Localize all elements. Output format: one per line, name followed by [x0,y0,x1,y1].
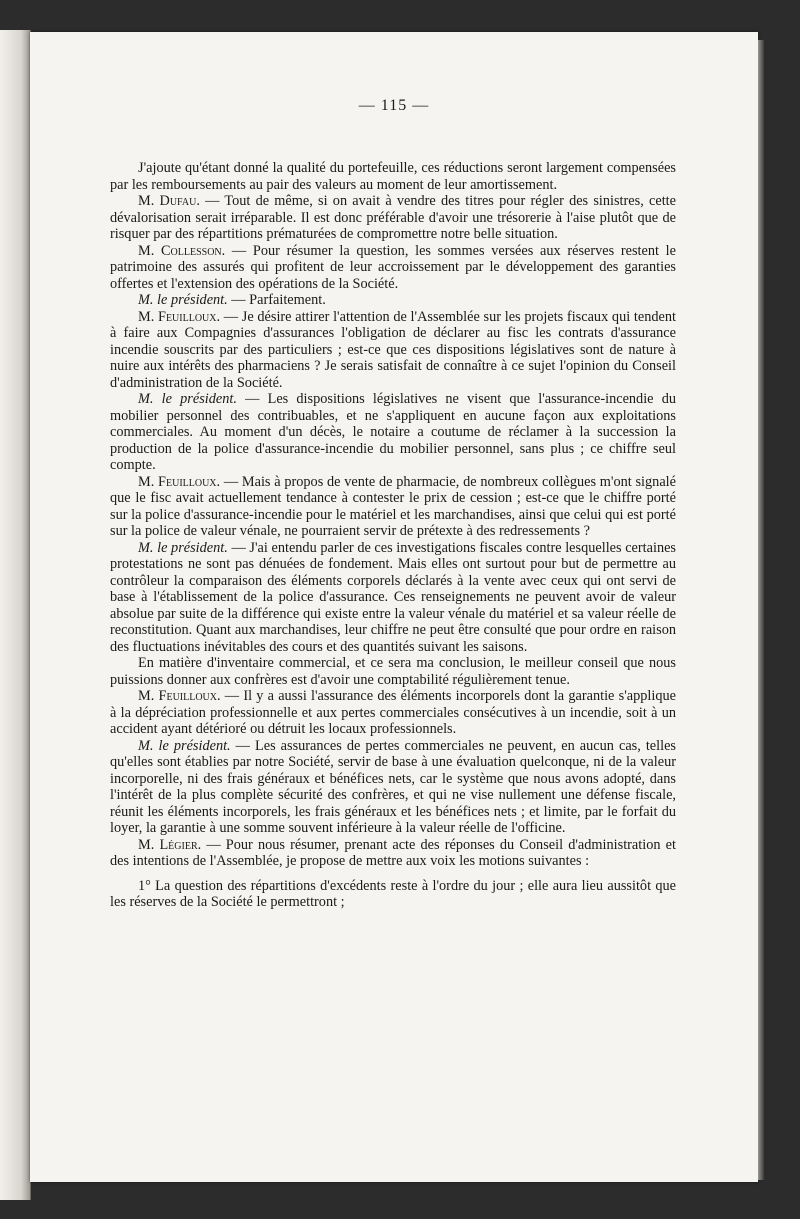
paragraph [110,738,676,837]
paragraph [110,540,676,656]
speaker-name: M. le président. [138,539,228,556]
adjacent-page-edge [0,30,31,1200]
document-page [30,32,758,1182]
paragraph [110,837,676,870]
paragraph-text: — Mais à propos de vente de pharmacie, de nombreux collègues m'ont signalé que le fisc avait actuellement tendance à contester le prix de cession ; est-ce que le chiffre porté sur la police d'assurance-incendie pour le matériel et les marchandises, ainsi que celui qui est porté sur la police de valeur vénale, ne pourraient servir de prétexte à des redressements ? [110,473,676,539]
paragraph-text: En matière d'inventaire commercial, et ce sera ma conclusion, le meilleur conseil que nous puissions donner aux confrères est d'avoir une comptabilité régulièrement tenue. [110,655,676,688]
speaker-name: M. Feuilloux. [138,688,221,704]
paragraph [110,474,676,540]
speaker-name: M. Feuilloux. [138,308,221,325]
paragraph [110,688,676,738]
paragraph-text: — J'ai entendu parler de ces investigations fiscales contre lesquelles certaines protestations ne sont pas dénuées de fondement. Mais elles ont surtout pour but de permettre au contrôleur la comparaison des éléments corporels déclarés à la vente avec ceux qui ont servi de base à l'établissement de la police d'assurance. Ces renseignements ne peuvent avoir de valeur absolue par suite de la différence qui existe entre la valeur vénale du matériel et sa valeur réelle de reconstitution. Quant aux marchandises, leur chiffre ne peut être consulté que pour ordre en raison des fluctuations inévitables des cours et des quantités suivant les saisons. [110,539,677,655]
speaker-name: M. Dufau. [138,193,200,209]
paragraph [110,160,676,193]
paragraph-text: — Je désire attirer l'attention de l'Assemblée sur les projets fiscaux qui tendent à faire aux Compagnies d'assurances l'obligation de déclarer au fisc les contrats d'assurance incendie souscrits par des particuliers ; est-ce que ces dispositions législatives sont de nature à nuire aux intérêts des pharmaciens ? Je serais satisfait de connaître à ce sujet l'opinion du Conseil d'administration de la Société. [110,308,676,391]
paragraph-text: 1° La question des répartitions d'excédents reste à l'ordre du jour ; elle aura lieu aussitôt que les réserves de la Société le permettront ; [110,877,676,910]
paragraph-text: — Pour résumer la question, les sommes versées aux réserves restent le patrimoine des assurés qui profitent de leur accroissement par le développement des garanties offertes et l'extension des opérations de la Société. [110,242,676,292]
paragraph [110,193,676,243]
speaker-name: M. le président. [138,292,228,308]
speaker-name: M. Légier. [138,836,202,853]
paragraph-text: — Pour nous résumer, prenant acte des réponses du Conseil d'administration et des intentions de l'Assemblée, je propose de mettre aux voix les motions suivantes : [110,836,676,869]
speaker-name: M. Collesson. [138,242,226,259]
speaker-name: M. le président. [138,737,231,754]
paragraph-text: J'ajoute qu'étant donné la qualité du portefeuille, ces réductions seront largement compensées par les remboursements au pair des valeurs au moment de leur amortissement. [110,160,676,193]
paragraph-text: — Tout de même, si on avait à vendre des titres pour régler des sinistres, cette dévalorisation serait irréparable. Il est donc préférable d'avoir une trésorerie à l'aise plutôt que de risquer par des répartitions prématurées de compromettre notre belle situation. [110,193,676,242]
paragraph-text: — Les dispositions législatives ne visent que l'assurance-incendie du mobilier personnel des contribuables, et ne s'appliquent en aucune façon aux exploitations commerciales. Au moment d'un décès, le notaire a coutume de réclamer à la succession la production de la police d'assurance-incendie du mobilier personnel, sans plus ; ce chiffre seul compte. [110,391,676,473]
paragraph [110,243,676,293]
paragraph [110,292,676,309]
page-text [110,160,676,911]
paragraph-text: — Il y a aussi l'assurance des éléments incorporels dont la garantie s'applique à la dépréciation professionnelle et aux pertes commerciales consécutives à un incendie, soit à un accident ayant détérioré ou détruit les locaux professionnels. [110,688,676,737]
page-number: — 115 — [358,97,430,114]
paragraph [110,391,676,474]
paragraph-text: — Parfaitement. [227,292,326,308]
paragraph [110,878,676,911]
page-shadow-edge [758,40,764,1180]
paragraph [110,655,676,688]
speaker-name: M. le président. [138,391,237,407]
paragraph [110,309,676,392]
speaker-name: M. Feuilloux. [138,473,221,490]
paragraph-text: — Les assurances de pertes commerciales ne peuvent, en aucun cas, telles qu'elles sont établies par notre Société, servir de base à une évaluation quelconque, ni de la valeur incorporelle, ni des frais généraux et bénéfices nets, car le système que nous avons adopté, dans l'intérêt de la plus complète sécurité des confrères, et qui ne vise nullement une défense fiscale, réunit les éléments incorporels, les frais généraux et les bénéfices nets ; et limite, par le forfait du loyer, la garantie à une somme souvent inférieure à la valeur réelle de l'officine. [110,737,677,836]
